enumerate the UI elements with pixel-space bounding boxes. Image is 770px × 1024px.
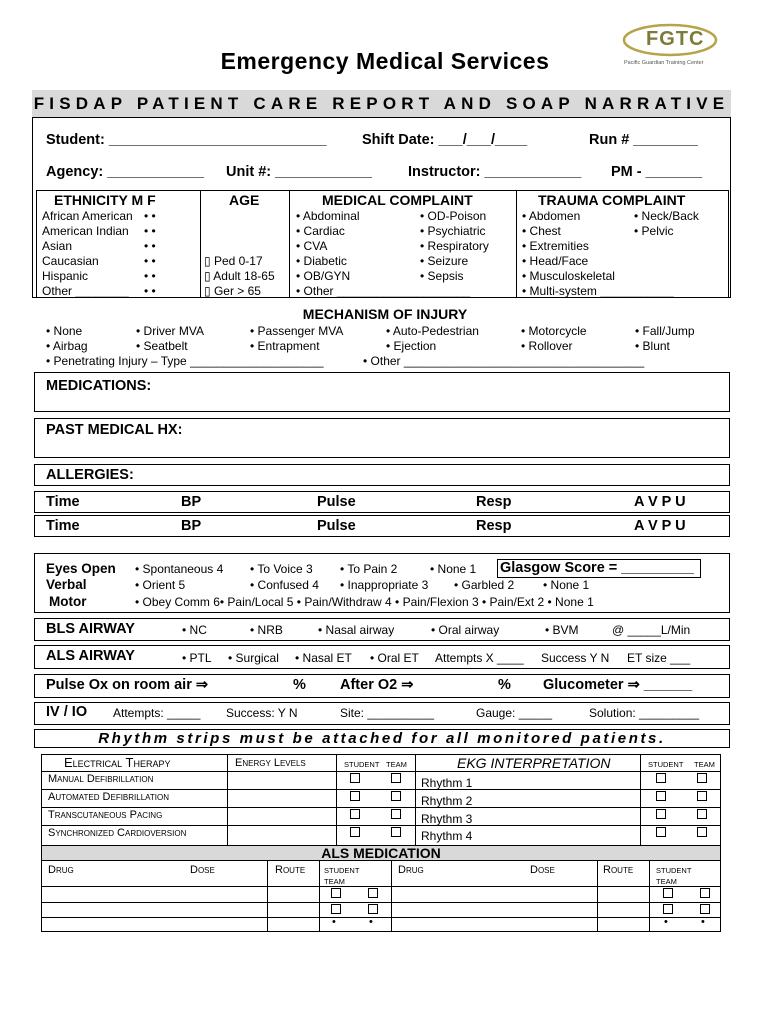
bls-nasal-airway[interactable]: • Nasal airway	[318, 623, 395, 637]
ekg-team-header: TEAM	[694, 760, 715, 769]
elec-team-header: TEAM	[386, 760, 407, 769]
age-list[interactable]: ▯ Ped 0-17 ▯ Adult 18-65 ▯ Ger > 65	[204, 254, 275, 298]
ekg-student-header: STUDENT	[648, 760, 684, 769]
checkbox[interactable]	[700, 888, 710, 898]
logo	[620, 20, 720, 72]
after-o2-label[interactable]: After O2 ⇒	[340, 677, 414, 693]
checkbox[interactable]	[391, 809, 401, 819]
moi-motorcycle[interactable]: • Motorcycle	[521, 324, 587, 338]
electrical-therapy-header: Electrical Therapy	[64, 755, 171, 770]
gcs-verbal-garbled[interactable]: • Garbled 2	[454, 578, 515, 592]
moi-blunt[interactable]: • Blunt	[635, 339, 670, 353]
checkbox[interactable]	[350, 791, 360, 801]
glasgow-score-field[interactable]: Glasgow Score = _________	[500, 560, 694, 576]
moi-driver-mva[interactable]: • Driver MVA	[136, 324, 204, 338]
moi-ejection[interactable]: • Ejection	[386, 339, 437, 353]
allergies-box[interactable]	[34, 464, 730, 486]
bullet[interactable]: •	[701, 916, 705, 928]
vitals-row-2[interactable]	[34, 515, 730, 537]
bls-bvm[interactable]: • BVM	[545, 623, 579, 637]
checkbox[interactable]	[697, 773, 707, 783]
bls-nrb[interactable]: • NRB	[250, 623, 283, 637]
checkbox[interactable]	[368, 888, 378, 898]
moi-none[interactable]: • None	[46, 324, 83, 338]
page-title: Emergency Medical Services	[220, 48, 550, 74]
allergies-label: ALLERGIES:	[46, 467, 134, 483]
moi-entrapment[interactable]: • Entrapment	[250, 339, 320, 353]
gcs-eyes-spontaneous[interactable]: • Spontaneous 4	[135, 562, 224, 576]
iv-gauge-field[interactable]: Gauge: _____	[476, 706, 553, 720]
gcs-motor-options[interactable]: • Obey Comm 6• Pain/Local 5 • Pain/Withdraw 4 • Pain/Flexion 3 • Pain/Ext 2 • None 1	[135, 595, 594, 609]
als-med-student-header: STUDENT	[656, 866, 692, 875]
als-med-route-header: Route	[603, 864, 634, 876]
student-field[interactable]: Student: ___________________________	[46, 132, 327, 148]
moi-fall-jump[interactable]: • Fall/Jump	[635, 324, 695, 338]
moi-auto-pedestrian[interactable]: • Auto-Pedestrian	[386, 324, 479, 338]
checkbox[interactable]	[331, 888, 341, 898]
checkbox[interactable]	[663, 904, 673, 914]
gcs-motor-label: Motor	[49, 594, 87, 609]
ethnicity-header: ETHNICITY M F	[54, 192, 156, 208]
als-nasal-et[interactable]: • Nasal ET	[295, 651, 352, 665]
iv-success[interactable]: Success: Y N	[226, 706, 298, 720]
trauma-complaint-col2[interactable]: • Neck/Back • Pelvic	[634, 209, 699, 238]
checkbox[interactable]	[663, 888, 673, 898]
vitals-bp-label: BP	[181, 494, 202, 510]
als-oral-et[interactable]: • Oral ET	[370, 651, 419, 665]
moi-rollover[interactable]: • Rollover	[521, 339, 573, 353]
instructor-field[interactable]: Instructor: ____________	[408, 164, 582, 180]
vitals-resp-label: Resp	[476, 518, 512, 534]
ekg-interpretation-header: EKG INTERPRETATION	[457, 755, 611, 771]
checkbox[interactable]	[350, 809, 360, 819]
agency-field[interactable]: Agency: ____________	[46, 164, 205, 180]
pulse-ox-percent: %	[293, 677, 306, 693]
gcs-verbal-confused[interactable]: • Confused 4	[250, 578, 319, 592]
ethnicity-mf-dots[interactable]: • • • • • • • • • • • •	[144, 209, 156, 298]
bls-oral-airway[interactable]: • Oral airway	[431, 623, 500, 637]
gcs-verbal-inappropriate[interactable]: • Inappropriate 3	[340, 578, 429, 592]
checkbox[interactable]	[391, 773, 401, 783]
gcs-verbal-label: Verbal	[46, 577, 87, 592]
checkbox[interactable]	[391, 791, 401, 801]
bls-airway-label: BLS AIRWAY	[46, 621, 135, 637]
pulse-ox-label[interactable]: Pulse Ox on room air ⇒	[46, 677, 209, 693]
checkbox[interactable]	[656, 809, 666, 819]
checkbox[interactable]	[697, 791, 707, 801]
checkbox[interactable]	[350, 773, 360, 783]
als-surgical[interactable]: • Surgical	[228, 651, 279, 665]
moi-header: MECHANISM OF INJURY	[302, 306, 468, 322]
als-med-drug-header: Drug	[398, 864, 424, 876]
synchronized-cardioversion-label: Synchronized Cardioversion	[48, 827, 187, 839]
automated-defibrillation-label: Automated Defibrillation	[48, 791, 170, 803]
rhythm-2-label: Rhythm 2	[421, 794, 473, 808]
medications-label: MEDICATIONS:	[46, 378, 152, 394]
als-med-team-header: TEAM	[324, 877, 345, 886]
ethnicity-list: African American American Indian Asian Caucasian Hispanic Other ________	[42, 209, 133, 298]
checkbox[interactable]	[697, 809, 707, 819]
vitals-bp-label: BP	[181, 518, 202, 534]
vitals-avpu-label: A V P U	[634, 518, 686, 534]
vitals-pulse-label: Pulse	[317, 518, 356, 534]
vitals-time-label: Time	[46, 518, 80, 534]
als-med-team-header: TEAM	[656, 877, 677, 886]
medical-complaint-header: MEDICAL COMPLAINT	[322, 192, 473, 208]
als-success[interactable]: Success Y N	[541, 651, 610, 665]
als-med-dose-header: Dose	[190, 864, 215, 876]
checkbox[interactable]	[700, 904, 710, 914]
rhythm-banner: Rhythm strips must be attached for all monitored patients.	[34, 729, 730, 748]
iv-io-label: IV / IO	[46, 704, 88, 720]
rhythm-3-label: Rhythm 3	[421, 812, 473, 826]
gcs-eyes-label: Eyes Open	[46, 561, 116, 576]
gcs-verbal-orient[interactable]: • Orient 5	[135, 578, 186, 592]
trauma-complaint-header: TRAUMA COMPLAINT	[538, 192, 686, 208]
bls-nc[interactable]: • NC	[182, 623, 207, 637]
medical-complaint-col2[interactable]: • OD-Poison • Psychiatric • Respiratory • Seizure • Sepsis	[420, 209, 489, 283]
pm-field[interactable]: PM - _______	[611, 164, 703, 180]
rhythm-4-label: Rhythm 4	[421, 829, 473, 843]
shift-date-field[interactable]: Shift Date: ___/___/____	[362, 132, 528, 148]
iv-site-field[interactable]: Site: __________	[340, 706, 435, 720]
vitals-avpu-label: A V P U	[634, 494, 686, 510]
past-medical-hx-label: PAST MEDICAL HX:	[46, 422, 183, 438]
checkbox[interactable]	[697, 827, 707, 837]
bullet[interactable]: •	[369, 916, 373, 928]
vitals-resp-label: Resp	[476, 494, 512, 510]
vitals-time-label: Time	[46, 494, 80, 510]
als-attempts-field[interactable]: Attempts X ____	[435, 651, 524, 665]
rhythm-1-label: Rhythm 1	[421, 776, 473, 790]
checkbox[interactable]	[368, 904, 378, 914]
gcs-eyes-pain[interactable]: • To Pain 2	[340, 562, 398, 576]
elec-student-header: STUDENT	[344, 760, 380, 769]
trauma-complaint-col1[interactable]: • Abdomen • Chest • Extremities • Head/Face • Musculoskeletal • Multi-system ___________	[522, 209, 674, 298]
vitals-pulse-label: Pulse	[317, 494, 356, 510]
als-airway-label: ALS AIRWAY	[46, 648, 135, 664]
vitals-row-1[interactable]	[34, 491, 730, 513]
als-med-dose-header: Dose	[530, 864, 555, 876]
transcutaneous-pacing-label: Transcutaneous Pacing	[48, 809, 163, 821]
bullet[interactable]: •	[332, 916, 336, 928]
checkbox[interactable]	[391, 827, 401, 837]
als-et-size-field[interactable]: ET size ___	[627, 651, 691, 665]
gcs-eyes-voice[interactable]: • To Voice 3	[250, 562, 313, 576]
after-o2-percent: %	[498, 677, 511, 693]
checkbox[interactable]	[656, 773, 666, 783]
bls-lpm-field[interactable]: @ _____L/Min	[612, 623, 691, 637]
checkbox[interactable]	[656, 791, 666, 801]
energy-levels-header: Energy Levels	[235, 757, 306, 769]
checkbox[interactable]	[656, 827, 666, 837]
moi-seatbelt[interactable]: • Seatbelt	[136, 339, 188, 353]
checkbox[interactable]	[350, 827, 360, 837]
moi-passenger-mva[interactable]: • Passenger MVA	[250, 324, 344, 338]
medical-complaint-col1[interactable]: • Abdominal • Cardiac • CVA • Diabetic • OB/GYN • Other ____________________	[296, 209, 471, 298]
moi-penetrating[interactable]: • Penetrating Injury – Type ____________________	[46, 354, 324, 368]
iv-attempts-field[interactable]: Attempts: _____	[113, 706, 201, 720]
manual-defibrillation-label: Manual Defibrillation	[48, 773, 154, 785]
als-med-route-header: Route	[275, 864, 306, 876]
bullet[interactable]: •	[664, 916, 668, 928]
iv-solution-field[interactable]: Solution: _________	[589, 706, 700, 720]
report-banner: FISDAP PATIENT CARE REPORT AND SOAP NARRATIVE	[32, 90, 731, 118]
age-header: AGE	[229, 192, 260, 208]
logo-subtitle: Pacific Guardian Training Center	[624, 60, 704, 66]
als-med-drug-header: Drug	[48, 864, 74, 876]
unit-field[interactable]: Unit #: ____________	[226, 164, 372, 180]
als-medication-header-bar: ALS MEDICATION	[41, 845, 721, 861]
moi-airbag[interactable]: • Airbag	[46, 339, 88, 353]
run-field[interactable]: Run # ________	[589, 132, 698, 148]
moi-other[interactable]: • Other ____________________________________	[363, 354, 645, 368]
glucometer-field[interactable]: Glucometer ⇒ ______	[543, 677, 693, 693]
checkbox[interactable]	[331, 904, 341, 914]
gcs-verbal-none[interactable]: • None 1	[543, 578, 590, 592]
gcs-eyes-none[interactable]: • None 1	[430, 562, 477, 576]
als-ptl[interactable]: • PTL	[182, 651, 212, 665]
als-med-student-header: STUDENT	[324, 866, 360, 875]
logo-text: FGTC	[646, 28, 705, 50]
